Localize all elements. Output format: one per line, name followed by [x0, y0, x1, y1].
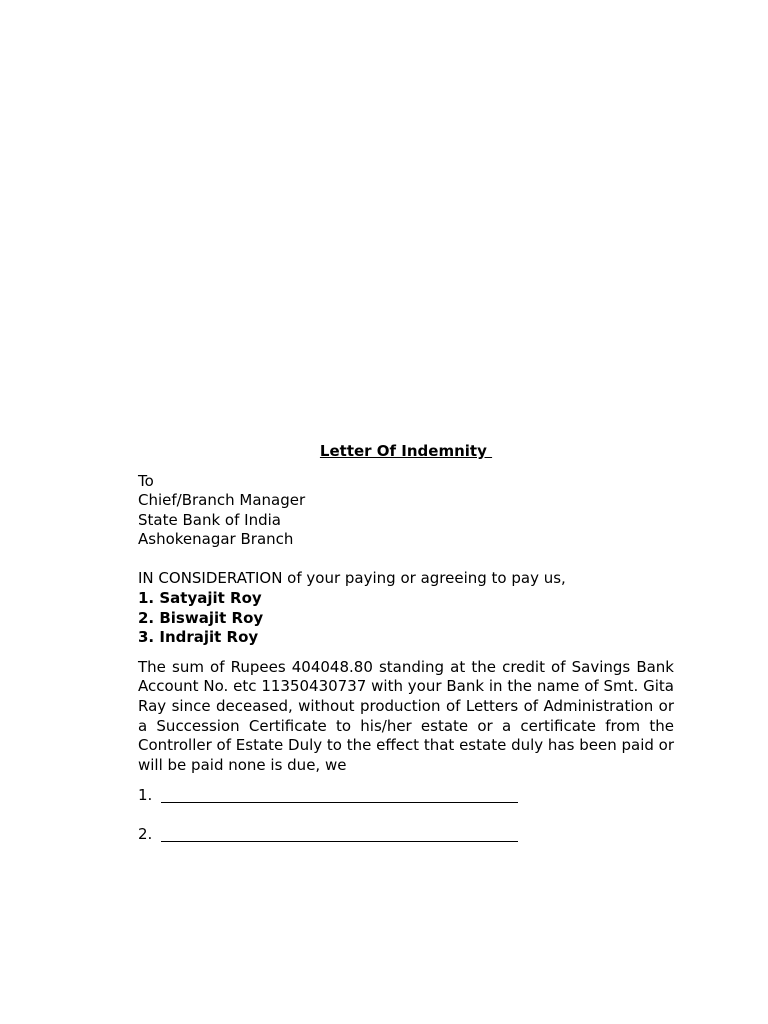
address-to: To: [138, 471, 154, 490]
address-bank: State Bank of India: [138, 510, 281, 529]
indemnity-body: The sum of Rupees 404048.80 standing at the credit of Savings Bank Account No. etc 11350430737 with your Bank in the name of Smt. Gita Ray since deceased, without production of Letters of Administration or a Succession Certificate to his/her estate or a certificate from the Controller of Estate Duly to the effect that estate duly has been paid or will be paid none is due, we: [138, 657, 674, 774]
letter-page: [138, 442, 674, 844]
payee-item: 2. Biswajit Roy: [138, 608, 264, 627]
signatory-number: 2.: [138, 824, 153, 843]
address-branch: Ashokenagar Branch: [138, 530, 294, 549]
signature-blank-line: [161, 841, 518, 842]
spacer: [138, 550, 674, 570]
signatory-number: 1.: [138, 785, 153, 804]
signatory-row: [138, 785, 674, 805]
consideration-clause: IN CONSIDERATION of your paying or agreeing to pay us,: [138, 569, 566, 588]
signature-blank-line: [161, 802, 518, 803]
recipient-address: [138, 472, 674, 550]
signatory-row: [138, 824, 674, 844]
address-recipient: Chief/Branch Manager: [138, 491, 306, 510]
payee-item: 3. Indrajit Roy: [138, 628, 259, 647]
payee-item: 1. Satyajit Roy: [138, 589, 262, 608]
payee-list: [138, 589, 674, 648]
letter-title: Letter Of Indemnity: [319, 442, 493, 460]
